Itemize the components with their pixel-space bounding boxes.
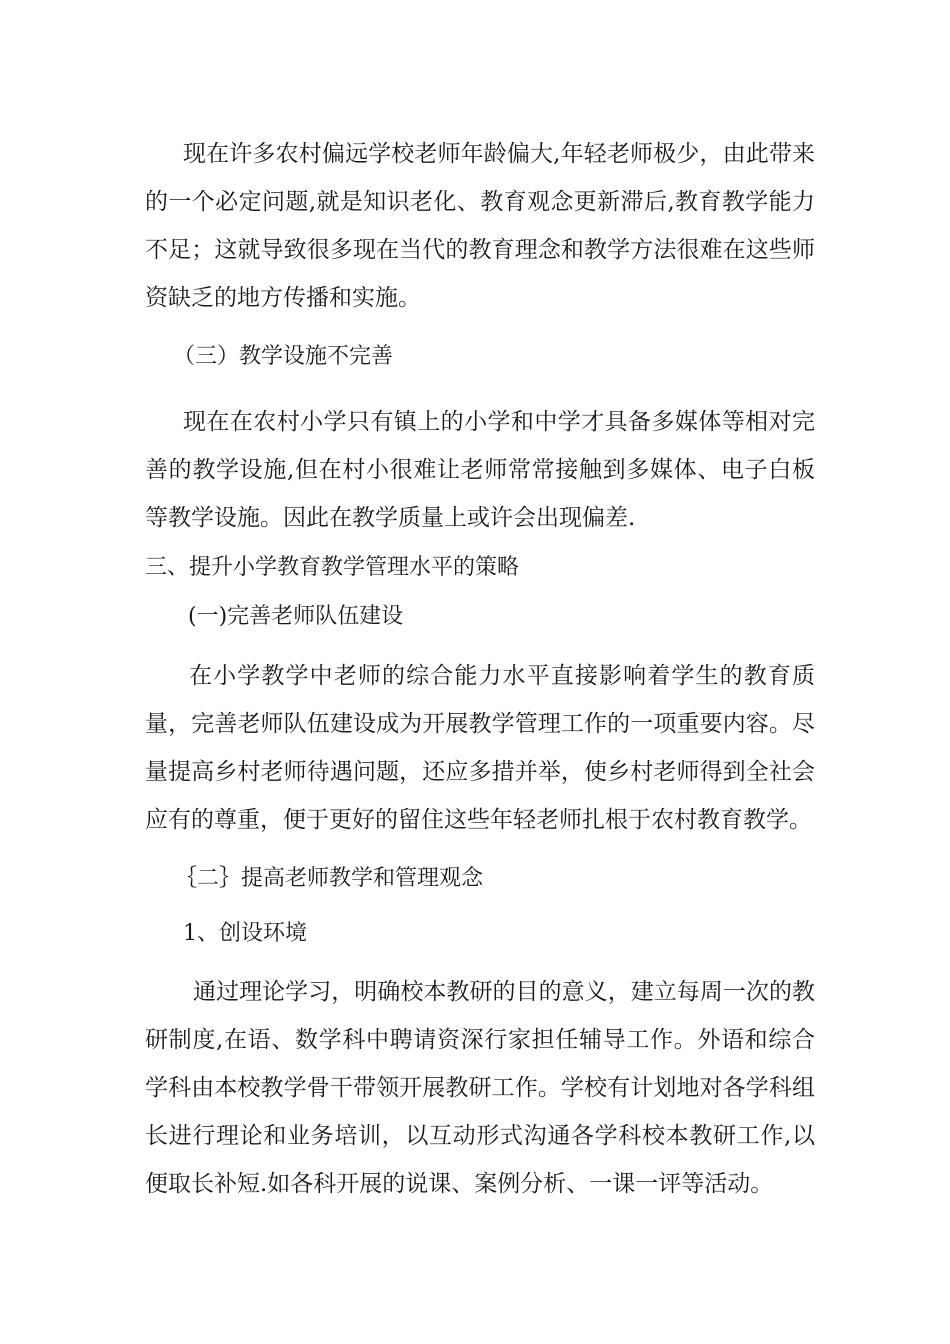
paragraph-teacher-team: 在小学教学中老师的综合能力水平直接影响着学生的教育质量，完善老师队伍建设成为开展教学管理工作的一项重要内容。尽量提高乡村老师待遇问题，还应多措并举，使乡村老师得到全社会应有的尊重，便于更好的留住这些年轻老师扎根于农村教育教学。	[145, 663, 815, 833]
heading-strategy: 三、提升小学教育教学管理水平的策略	[145, 555, 520, 580]
heading-teaching-concept: ｛二｝提高老师教学和管理观念	[175, 866, 484, 891]
heading-teacher-team: (一)完善老师队伍建设	[188, 604, 404, 629]
heading-create-environment: 1、创设环境	[183, 921, 307, 946]
paragraph-create-environment: 通过理论学习，明确校本教研的目的意义，建立每周一次的教研制度,在语、数学科中聘请资深行家担任辅导工作。外语和综合学科由本校教学骨干带领开展教研工作。学校有计划地对各学科组长进行理论和业务培训，以互动形式沟通各学科校本教研工作,以便取长补短.如各科开展的说课、案例分析、一课一评等活动。	[145, 979, 815, 1197]
paragraph-facilities: 现在在农村小学只有镇上的小学和中学才具备多媒体等相对完善的教学设施,但在村小很难让老师常常接触到多媒体、电子白板等教学设施。因此在教学质量上或许会出现偏差.	[145, 409, 815, 531]
heading-facilities: （三）教学设施不完善	[173, 344, 394, 369]
paragraph-teacher-age: 现在许多农村偏远学校老师年龄偏大,年轻老师极少，由此带来的一个必定问题,就是知识老化、教育观念更新滞后,教育教学能力不足；这就导致很多现在当代的教育理念和教学方法很难在这些师资缺乏的地方传播和实施。	[145, 141, 815, 311]
